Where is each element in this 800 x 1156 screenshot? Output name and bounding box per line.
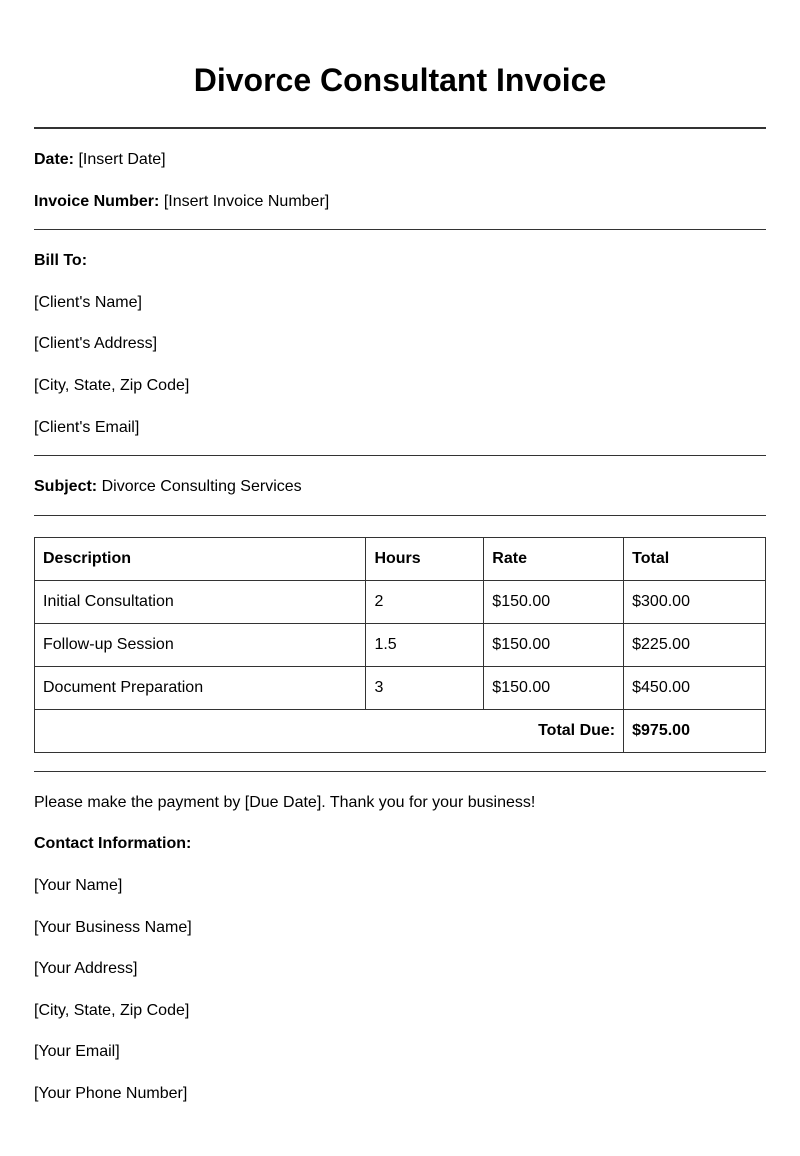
invoice-number-label: Invoice Number: [34,193,160,210]
your-business-name: [Your Business Name] [34,919,192,936]
divider [34,771,766,772]
invoice-number-value: [Insert Invoice Number] [163,193,330,210]
cell-description: Follow-up Session [35,624,366,667]
date-value: [Insert Date] [78,151,166,168]
cell-description: Document Preparation [35,667,366,710]
divider [34,455,766,456]
client-name: [Client's Name] [34,294,142,311]
your-email: [Your Email] [34,1043,120,1060]
cell-total: $300.00 [624,581,766,624]
cell-hours: 3 [366,667,484,710]
your-address: [Your Address] [34,960,138,977]
cell-hours: 2 [366,581,484,624]
page-title: Divorce Consultant Invoice [193,62,607,98]
cell-total: $450.00 [624,667,766,710]
table-row [35,624,766,667]
total-row [35,710,766,753]
column-header-description: Description [35,538,366,581]
column-header-total: Total [624,538,766,581]
date-label: Date: [34,151,75,168]
cell-total: $225.00 [624,624,766,667]
your-phone-number: [Your Phone Number] [34,1085,188,1102]
cell-rate: $150.00 [484,667,624,710]
table-header-row [35,538,766,581]
divider [34,127,766,129]
payment-note: Please make the payment by [Due Date]. Thank you for your business! [34,794,536,811]
your-city-state-zip: [City, State, Zip Code] [34,1002,190,1019]
client-city-state-zip: [City, State, Zip Code] [34,377,190,394]
bill-to-label: Bill To: [34,252,88,269]
invoice-number-line [34,192,329,212]
date-line [34,150,166,170]
cell-rate: $150.00 [484,581,624,624]
client-email: [Client's Email] [34,419,140,436]
cell-hours: 1.5 [366,624,484,667]
invoice-table [34,537,766,753]
column-header-rate: Rate [484,538,624,581]
divider [34,515,766,516]
subject-label: Subject: [34,478,98,495]
subject-value: Divorce Consulting Services [101,478,302,495]
your-name: [Your Name] [34,877,123,894]
table-row [35,667,766,710]
column-header-hours: Hours [366,538,484,581]
cell-description: Initial Consultation [35,581,366,624]
subject-line [34,477,302,497]
total-due-value: $975.00 [624,710,766,753]
divider [34,229,766,230]
total-due-label: Total Due: [35,710,624,753]
table-row [35,581,766,624]
client-address: [Client's Address] [34,335,158,352]
cell-rate: $150.00 [484,624,624,667]
contact-information-label: Contact Information: [34,835,192,852]
